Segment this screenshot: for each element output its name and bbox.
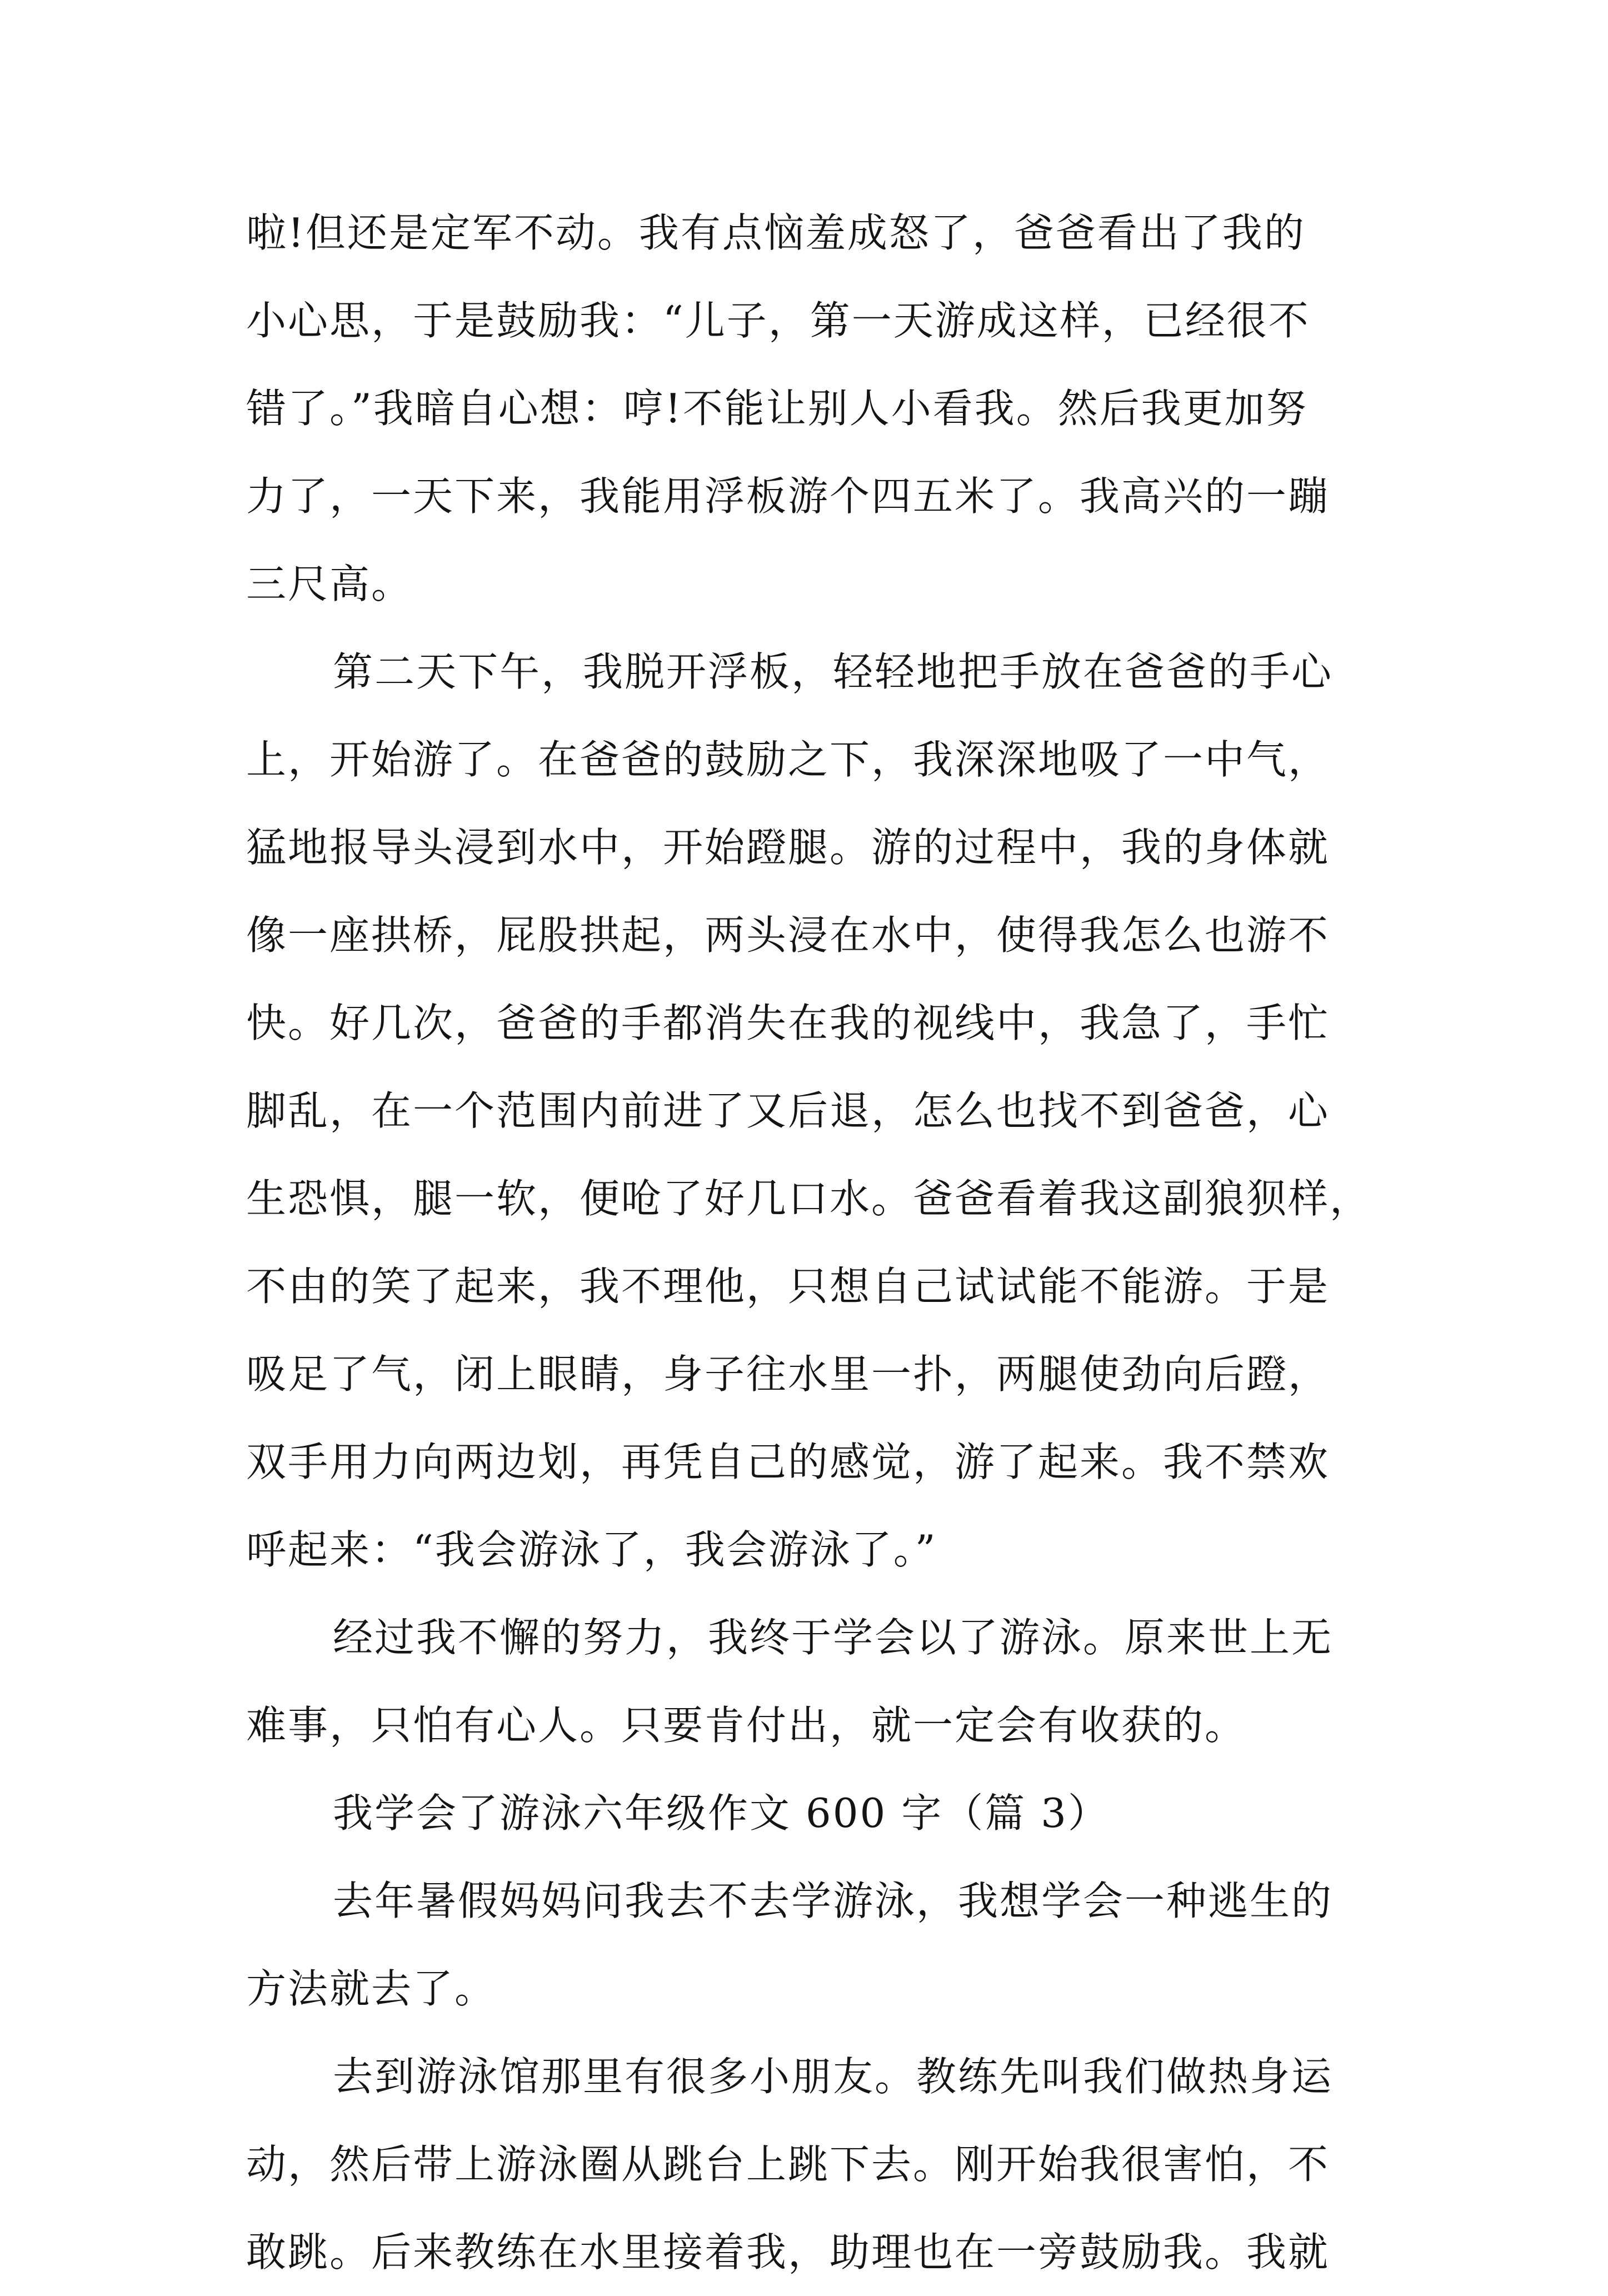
text-line: 脚乱，在一个范围内前进了又后退，怎么也找不到爸爸，心 (246, 1087, 1330, 1134)
text-line: 像一座拱桥，屁股拱起，两头浸在水中，使得我怎么也游不 (246, 912, 1330, 959)
text-line: 上，开始游了。在爸爸的鼓励之下，我深深地吸了一中气， (246, 736, 1330, 783)
text-line: 小心思，于是鼓励我：“儿子，第一天游成这样，已经很不 (246, 297, 1310, 344)
paragraph-first-line: 经过我不懈的努力，我终于学会以了游泳。原来世上无 (333, 1614, 1334, 1661)
text-line: 生恐惧，腿一软，便呛了好几口水。爸爸看着我这副狼狈样， (246, 1175, 1372, 1222)
text-line: 错了。”我暗自心想：哼!不能让别人小看我。然后我更加努 (246, 385, 1308, 432)
paragraph-first-line: 去年暑假妈妈问我去不去学游泳，我想学会一种逃生的 (333, 1878, 1334, 1924)
document-page (246, 189, 1380, 2296)
text-line: 敢跳。后来教练在水里接着我，助理也在一旁鼓励我。我就 (246, 2229, 1330, 2275)
paragraph-first-line: 去到游泳馆那里有很多小朋友。教练先叫我们做热身运 (333, 2053, 1334, 2100)
text-line: 呼起来：“我会游泳了，我会游泳了。” (246, 1526, 937, 1573)
paragraph-first-line: 第二天下午，我脱开浮板，轻轻地把手放在爸爸的手心 (333, 648, 1334, 695)
text-line: 力了，一天下来，我能用浮板游个四五米了。我高兴的一蹦 (246, 473, 1330, 520)
text-line: 动，然后带上游泳圈从跳台上跳下去。刚开始我很害怕，不 (246, 2141, 1330, 2188)
text-line: 难事，只怕有心人。只要肯付出，就一定会有收获的。 (246, 1702, 1247, 1749)
text-line: 方法就去了。 (246, 1965, 497, 2012)
text-line: 吸足了气，闭上眼睛，身子往水里一扑，两腿使劲向后蹬， (246, 1351, 1330, 1397)
text-line: 三尺高。 (246, 561, 413, 607)
text-line: 啦!但还是定军不动。我有点恼羞成怒了，爸爸看出了我的 (246, 209, 1306, 256)
section-heading: 我学会了游泳六年级作文 600 字（篇 3） (333, 1790, 1110, 1836)
text-line: 不由的笑了起来，我不理他，只想自己试试能不能游。于是 (246, 1263, 1330, 1310)
text-line: 猛地报导头浸到水中，开始蹬腿。游的过程中，我的身体就 (246, 824, 1330, 871)
text-line: 双手用力向两边划，再凭自己的感觉，游了起来。我不禁欢 (246, 1439, 1330, 1485)
text-line: 快。好几次，爸爸的手都消失在我的视线中，我急了，手忙 (246, 1000, 1330, 1046)
